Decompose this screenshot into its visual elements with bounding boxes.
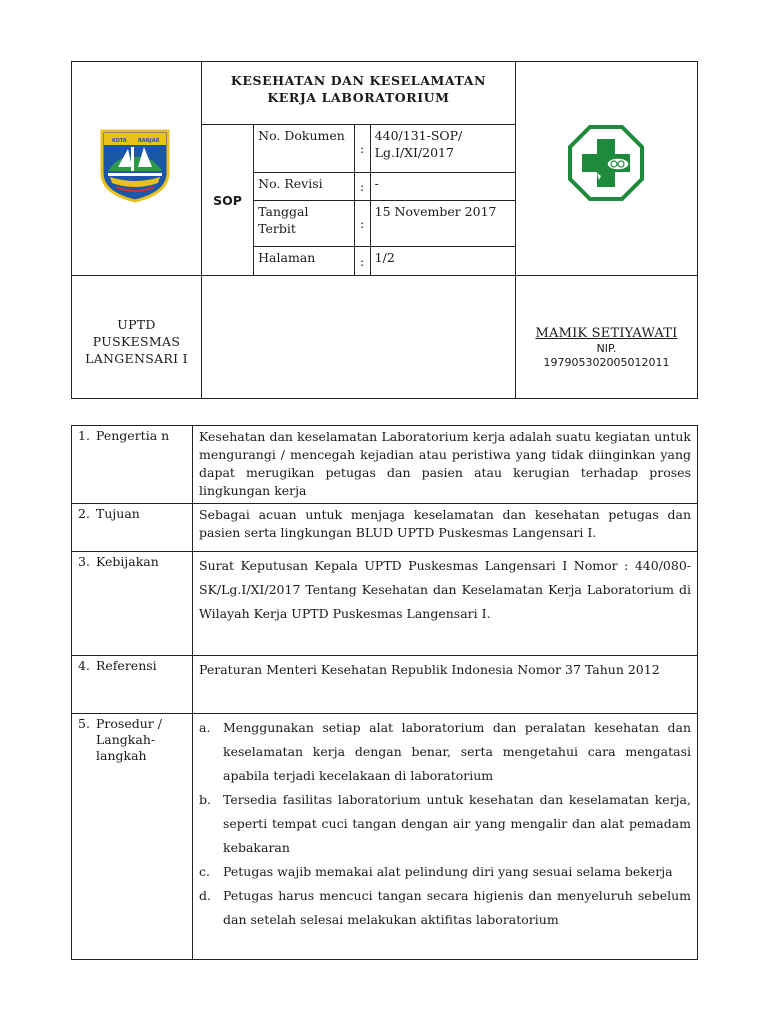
section-row (72, 656, 698, 714)
procedure-steps (193, 714, 698, 960)
section-key (72, 656, 193, 714)
step-marker: b. (199, 792, 211, 807)
field-value-tanggal: 15 November 2017 (370, 201, 515, 247)
section-value: Kesehatan dan keselamatan Laboratorium kerja adalah suatu kegiatan untuk mengurangi / mencegah kejadian atau peristiwa yang tidak diinginkan yang dapat merugikan petugas dan pasien atau kerugian terhadap proses lingkungan kerja (193, 426, 698, 504)
org-line-3: LANGENSARI I (85, 351, 188, 366)
empty-signature-area (202, 276, 516, 399)
field-colon: : (354, 173, 370, 201)
section-row (72, 552, 698, 656)
step-marker: a. (199, 720, 211, 735)
section-key-label: Pengertia n (96, 428, 170, 443)
procedure-step (199, 884, 691, 932)
section-row (72, 426, 698, 504)
title-line-1: KESEHATAN DAN KESELAMATAN (230, 73, 487, 88)
section-number: 2. (78, 506, 90, 521)
section-number: 3. (78, 554, 90, 569)
signer-nip: 197905302005012011 (543, 355, 670, 369)
field-colon: : (354, 201, 370, 247)
org-line-1: UPTD (117, 317, 156, 332)
section-key (72, 504, 193, 552)
document-title (202, 62, 516, 125)
field-colon: : (354, 247, 370, 276)
field-label-revisi: No. Revisi (254, 173, 354, 201)
section-value: Surat Keputusan Kepala UPTD Puskesmas Langensari I Nomor : 440/080-SK/Lg.I/XI/2017 Tentang Kesehatan dan Keselamatan Kerja Laboratorium di Wilayah Kerja UPTD Puskesmas Langensari I. (193, 552, 698, 656)
title-line-2: KERJA LABORATORIUM (267, 90, 450, 105)
section-key-label: Kebijakan (96, 554, 159, 569)
field-value-dokumen: 440/131-SOP/ Lg.I/XI/2017 (370, 125, 515, 173)
puskesmas-cross-icon (568, 125, 644, 201)
section-value: Peraturan Menteri Kesehatan Republik Indonesia Nomor 37 Tahun 2012 (193, 656, 698, 714)
section-key (72, 426, 193, 504)
coat-label-right: BANJAR (138, 138, 160, 144)
sop-content-table (71, 425, 698, 960)
step-marker: d. (199, 888, 211, 903)
right-logo-cell (515, 62, 697, 276)
step-text: Menggunakan setiap alat laboratorium dan peralatan kesehatan dan keselamatan kerja dengan benar, serta mengetahui cara mengatasi apabila terjadi kecelakaan di laboratorium (223, 720, 691, 783)
section-key (72, 714, 193, 960)
section-number: 5. (78, 716, 90, 731)
section-number: 4. (78, 658, 90, 673)
step-marker: c. (199, 864, 210, 879)
field-label-dokumen: No. Dokumen (254, 125, 354, 173)
sop-header-table (71, 61, 698, 399)
procedure-step (199, 716, 691, 788)
section-value: Sebagai acuan untuk menjaga keselamatan dan kesehatan petugas dan pasien serta lingkungan BLUD UPTD Puskesmas Langensari I. (193, 504, 698, 552)
regency-coat-of-arms-icon (98, 127, 172, 203)
field-label-tanggal: Tanggal Terbit (254, 201, 354, 247)
step-text: Petugas harus mencuci tangan secara higienis dan menyeluruh sebelum dan setelah selesai melakukan aktifitas laboratorium (223, 888, 691, 927)
field-value-halaman: 1/2 (370, 247, 515, 276)
procedure-step (199, 860, 691, 884)
section-row (72, 714, 698, 960)
field-colon: : (354, 125, 370, 173)
organization-name (72, 276, 202, 399)
left-logo-cell (72, 62, 202, 276)
signer-nip-label: NIP. (596, 341, 617, 355)
section-row (72, 504, 698, 552)
step-text: Petugas wajib memakai alat pelindung diri yang sesuai selama bekerja (223, 864, 673, 879)
sop-label: SOP (202, 125, 254, 276)
section-key-label: Tujuan (96, 506, 140, 521)
section-number: 1. (78, 428, 90, 443)
field-label-halaman: Halaman (254, 247, 354, 276)
org-line-2: PUSKESMAS (92, 334, 181, 349)
signer-name: MAMIK SETIYAWATI (535, 325, 678, 341)
step-text: Tersedia fasilitas laboratorium untuk kesehatan dan keselamatan kerja, seperti tempat cuci tangan dengan air yang mengalir dan alat pemadam kebakaran (223, 792, 691, 855)
section-key (72, 552, 193, 656)
field-value-revisi: - (370, 173, 515, 201)
section-key-label: Prosedur / Langkah-langkah (96, 716, 162, 763)
procedure-step (199, 788, 691, 860)
signature-block (515, 276, 697, 399)
coat-label-left: KOTA (112, 138, 127, 144)
section-key-label: Referensi (96, 658, 157, 673)
